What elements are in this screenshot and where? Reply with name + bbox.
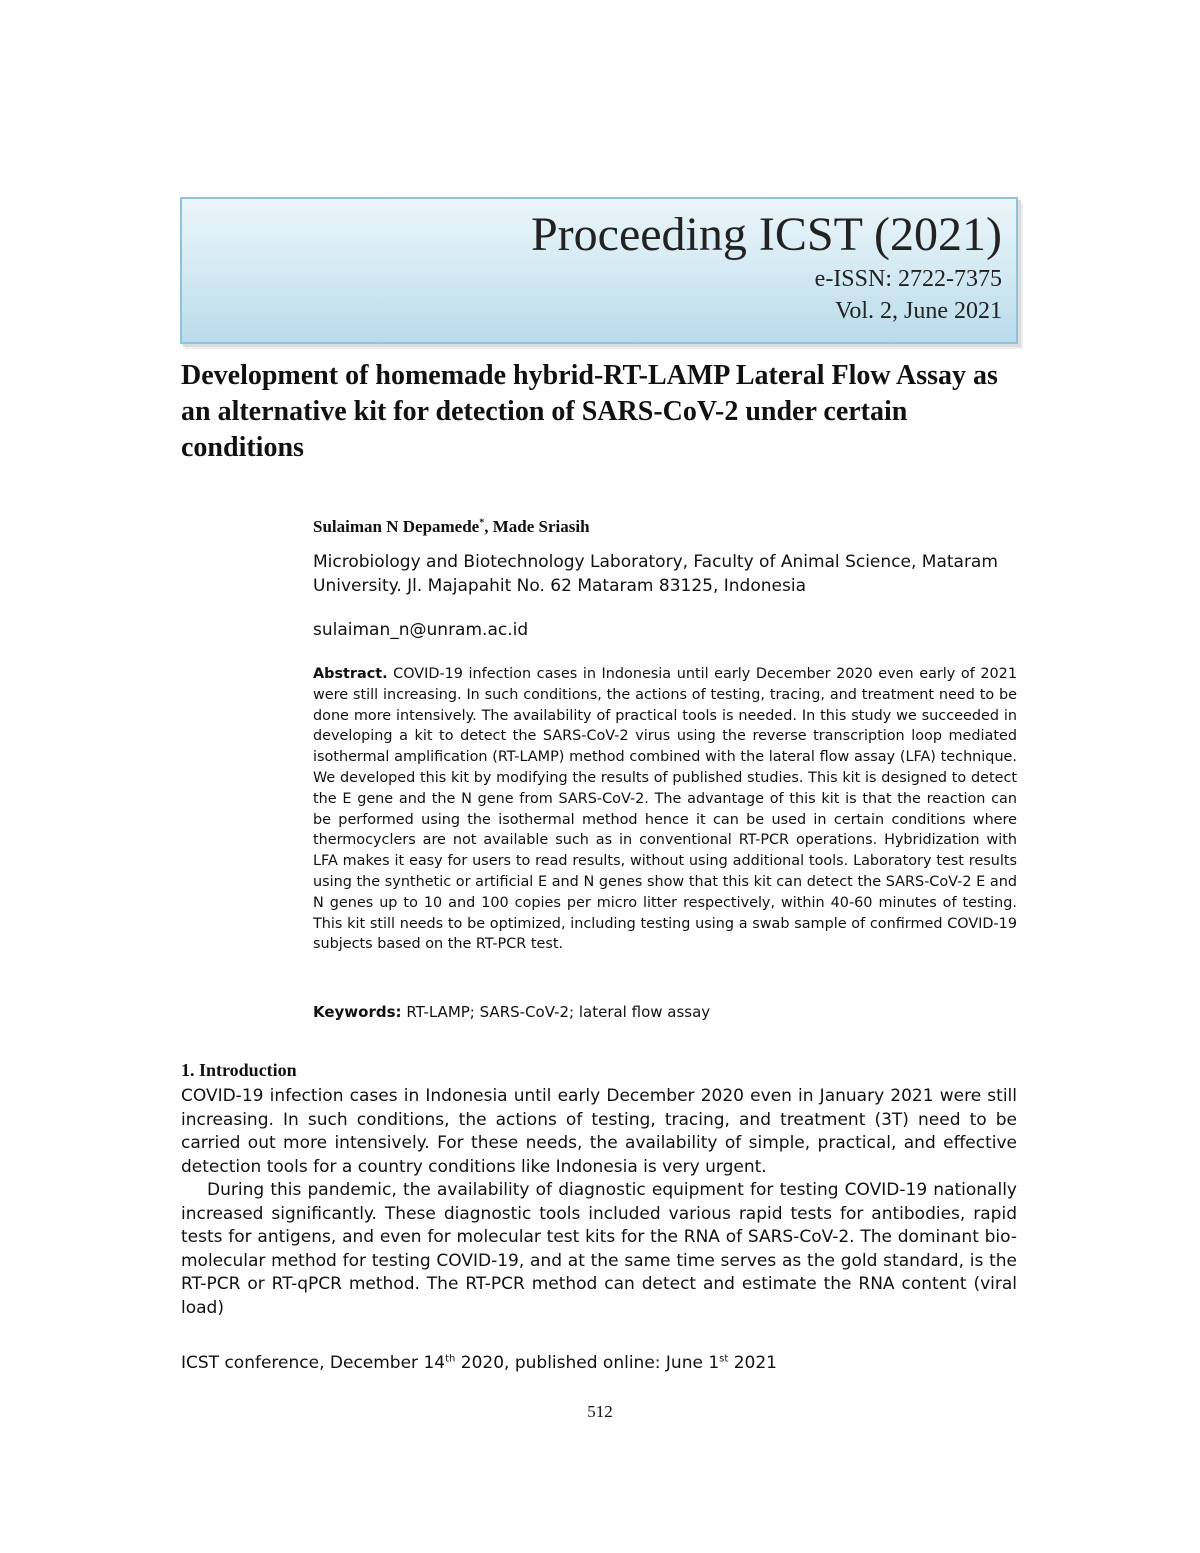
author-second: Made Sriasih [492,517,590,536]
footnote-conference-sup: th [445,1353,456,1365]
keywords-label: Keywords: [313,1003,402,1021]
introduction-paragraph-2: During this pandemic, the availability of diagnostic equipment for testing COVID-19 nationally increased significantly. These diagnostic tools included various rapid tests for antibodies, rapid tests for antigens, and even for molecular test kits for the RNA of SARS-CoV-2. The dominant bio-molecular method for testing COVID-19, and at the same time serves as the gold standard, is the RT-PCR or RT-qPCR method. The RT-PCR method can detect and estimate the RNA content (viral load) [181,1180,1017,1318]
footnote-published-text: 2020, published online: June 1 [455,1353,720,1373]
author-affiliation: Microbiology and Biotechnology Laboratory, Faculty of Animal Science, Mataram University. Jl. Majapahit No. 62 Mataram 83125, Indonesia [313,552,998,596]
section-heading-introduction: 1. Introduction [181,1060,297,1080]
footnote-conference-prefix: ICST conference, December 14 [181,1353,446,1373]
paper-title: Development of homemade hybrid-RT-LAMP Lateral Flow Assay as an alternative kit for detection of SARS-CoV-2 under certain conditions [181,360,998,463]
introduction-paragraph-1: COVID-19 infection cases in Indonesia until early December 2020 even in January 2021 were still increasing. In such conditions, the actions of testing, tracing, and treatment (3T) need to be carried out more intensively. For these needs, the availability of simple, practical, and effective detection tools for a country conditions like Indonesia is very urgent. [181,1086,1017,1177]
author-list [313,517,590,537]
author-email[interactable]: sulaiman_n@unram.ac.id [313,620,529,640]
journal-header-box [180,197,1018,344]
footnote-published-sup: st [719,1353,729,1365]
abstract-text: COVID-19 infection cases in Indonesia until early December 2020 even early of 2021 were still increasing. In such conditions, the actions of testing, tracing, and treatment need to be done more intensively. The availability of practical tools is needed. In this study we succeeded in developing a kit to detect the SARS-CoV-2 virus using the reverse transcription loop mediated isothermal amplification (RT-LAMP) method combined with the lateral flow assay (LFA) technique. We developed this kit by modifying the results of published studies. This kit is designed to detect the E gene and the N gene from SARS-CoV-2. The advantage of this kit is that the reaction can be performed using the isothermal method hence it can be used in certain conditions where thermocyclers are not available such as in conventional RT-PCR operations. Hybridization with LFA makes it easy for users to read results, without using additional tools. Laboratory test results using the synthetic or artificial E and N genes show that this kit can detect the SARS-CoV-2 E and N genes up to 10 and 100 copies per micro litter respectively, within 40-60 minutes of testing. This kit still needs to be optimized, including testing using a swab sample of confirmed COVID-19 subjects based on the RT-PCR test. [313,666,1017,953]
author-separator: , [484,517,493,536]
page-number: 512 [587,1402,613,1421]
corresponding-author-mark: * [479,517,485,529]
footnote-published-year: 2021 [728,1353,777,1373]
abstract [313,664,1017,955]
journal-issn: e-ISSN: 2722-7375 [814,266,1002,292]
journal-volume: Vol. 2, June 2021 [835,298,1002,324]
abstract-label: Abstract. [313,666,388,682]
author-first: Sulaiman N Depamede [313,517,480,536]
journal-name: Proceeding ICST (2021) [530,208,1002,261]
conference-footnote [181,1353,777,1373]
keywords [313,1003,710,1021]
keywords-text: RT-LAMP; SARS-CoV-2; lateral flow assay [406,1003,711,1021]
